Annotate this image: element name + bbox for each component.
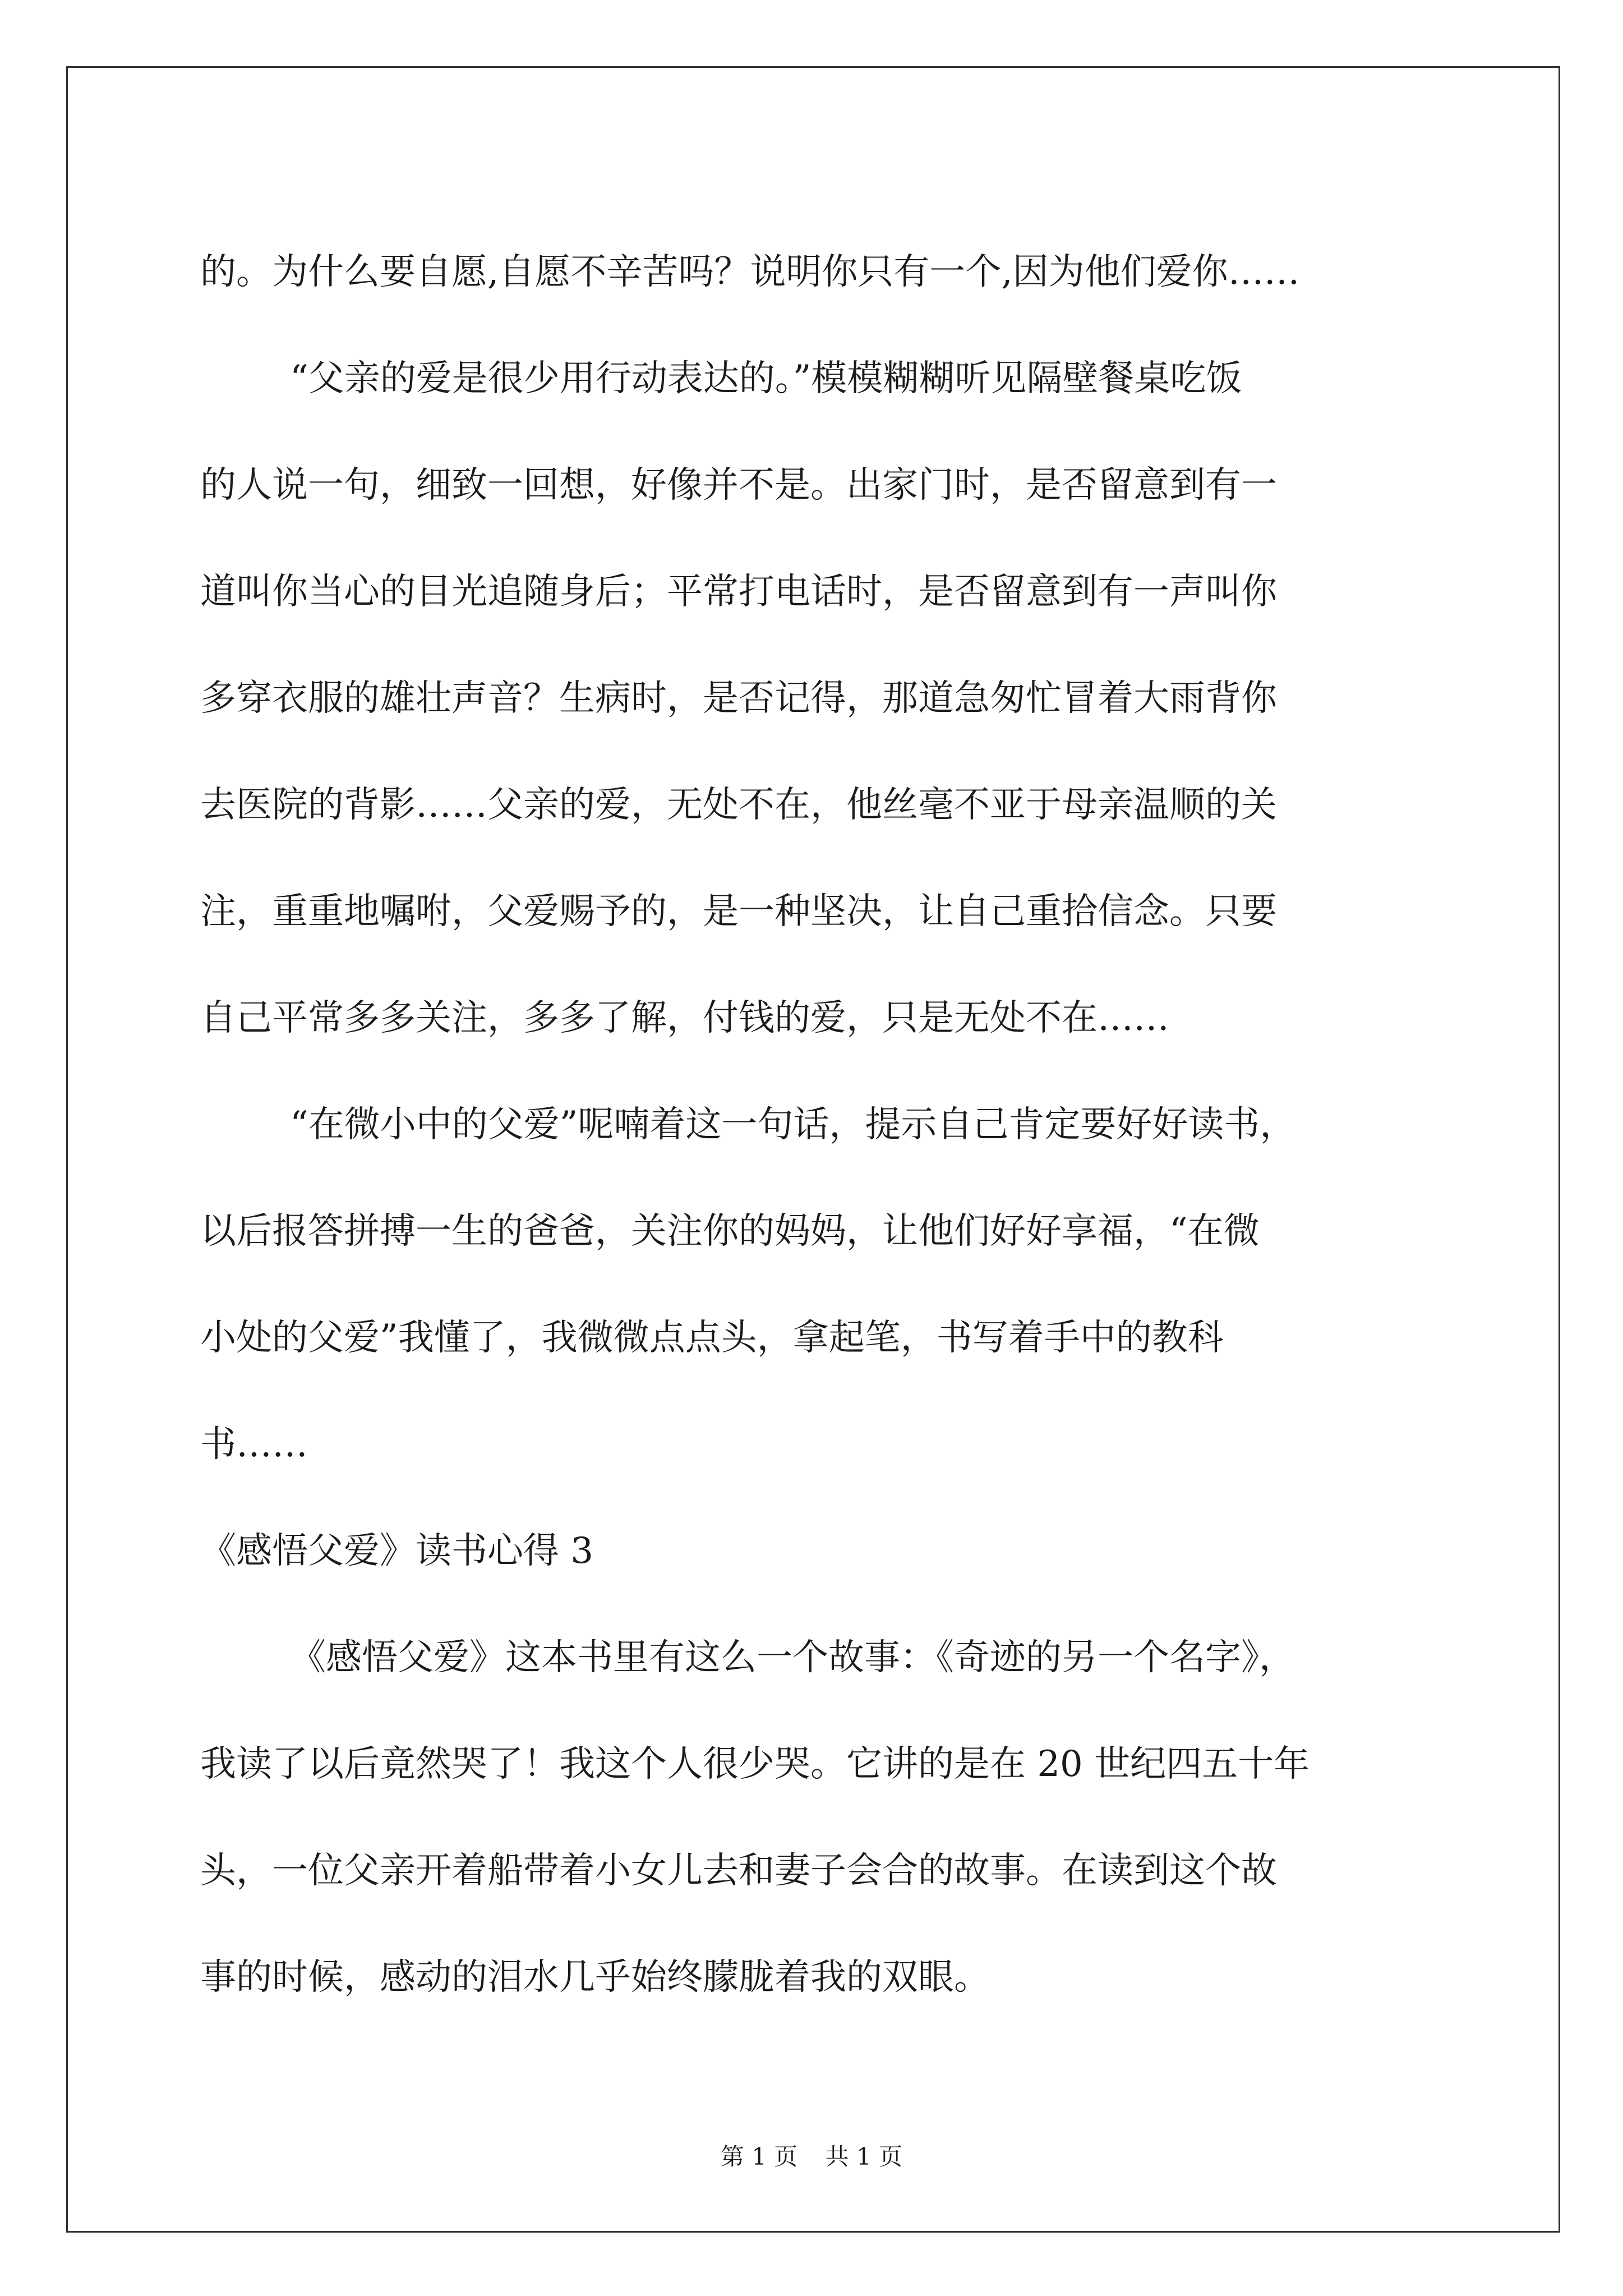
- text-line: 的。为什么要自愿,自愿不辛苦吗？说明你只有一个,因为他们爱你……: [200, 251, 1300, 293]
- text-line: 小处的父爱”我懂了，我微微点点头，拿起笔，书写着手中的教科: [200, 1317, 1224, 1359]
- text-line: 道叫你当心的目光追随身后；平常打电话时，是否留意到有一声叫你: [200, 571, 1277, 613]
- text-line: 多穿衣服的雄壮声音？生病时，是否记得，那道急匆忙冒着大雨背你: [200, 678, 1277, 719]
- page-number: 第 1 页: [720, 2143, 798, 2170]
- text-line: 头，一位父亲开着船带着小女儿去和妻子会合的故事。在读到这个故: [200, 1850, 1277, 1892]
- text-line: 事的时候，感动的泪水几乎始终朦胧着我的双眼。: [200, 1957, 990, 1998]
- text-line: 自己平常多多关注，多多了解，付钱的爱，只是无处不在……: [200, 997, 1169, 1039]
- text-line: 我读了以后竟然哭了！我这个人很少哭。它讲的是在 20 世纪四五十年: [200, 1743, 1310, 1785]
- text-line: 书……: [200, 1424, 308, 1465]
- section-title: 《感悟父爱》读书心得 3: [200, 1530, 594, 1572]
- page-total: 共 1 页: [825, 2143, 903, 2170]
- text-line: 去医院的背影……父亲的爱，无处不在，他丝毫不亚于母亲温顺的关: [200, 784, 1277, 826]
- text-line: “在微小中的父爱”呢喃着这一句话，提示自己肯定要好好读书，: [290, 1104, 1296, 1145]
- page-footer: [0, 2138, 1623, 2172]
- text-line: 的人说一句，细致一回想，好像并不是。出家门时，是否留意到有一: [200, 464, 1277, 506]
- text-line: 《感悟父爱》这本书里有这么一个故事：《奇迹的另一个名字》，: [290, 1637, 1295, 1678]
- text-line: 注，重重地嘱咐，父爱赐予的，是一种坚决，让自己重拾信念。只要: [200, 891, 1277, 932]
- document-body: [200, 219, 1434, 2031]
- text-line: “父亲的爱是很少用行动表达的。”模模糊糊听见隔壁餐桌吃饭: [290, 358, 1242, 399]
- text-line: 以后报答拼搏一生的爸爸，关注你的妈妈，让他们好好享福，“在微: [200, 1211, 1260, 1252]
